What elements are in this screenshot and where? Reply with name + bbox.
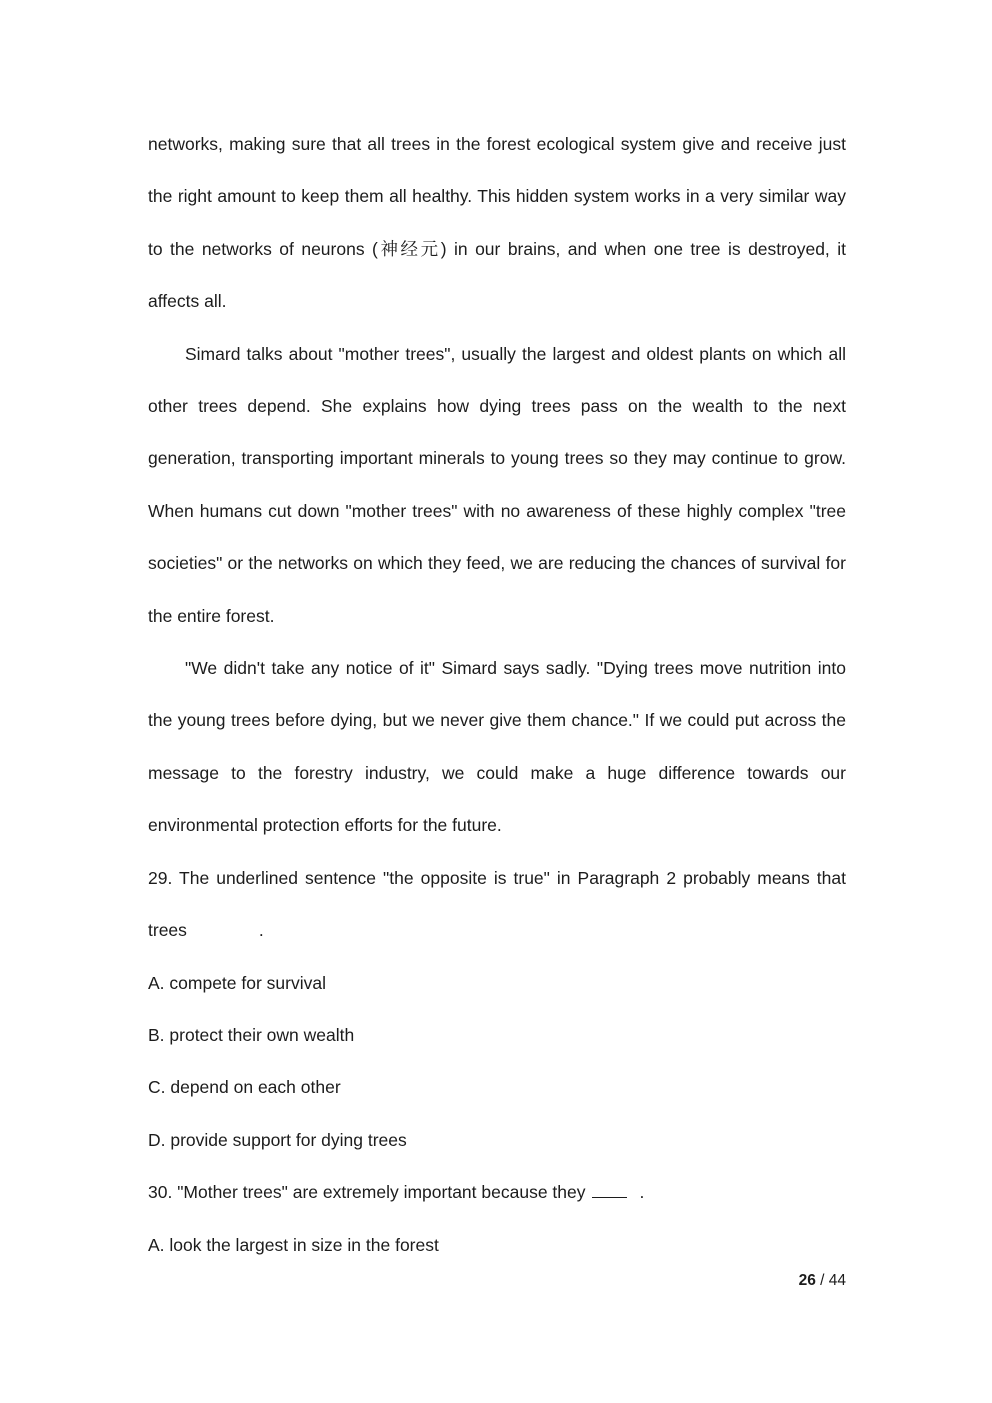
page-content bbox=[148, 118, 846, 1271]
question-30-option-a: A. look the largest in size in the forest bbox=[148, 1234, 439, 1255]
question-30-period: . bbox=[639, 1182, 645, 1203]
question-29-option-d: D. provide support for dying trees bbox=[148, 1129, 407, 1150]
question-29-stem: The underlined sentence "the opposite is true" in Paragraph 2 probably means that trees bbox=[148, 867, 846, 941]
question-29 bbox=[148, 852, 846, 957]
page-number bbox=[799, 1271, 846, 1291]
question-29-option-c: C. depend on each other bbox=[148, 1077, 341, 1098]
question-29-option-b: B. protect their own wealth bbox=[148, 1024, 355, 1045]
question-29-number: 29. bbox=[148, 867, 173, 888]
page-number-current: 26 bbox=[798, 1272, 816, 1289]
question-29-option-a: A. compete for survival bbox=[148, 972, 326, 993]
question-30-answer-blank bbox=[592, 1181, 627, 1199]
question-30-number: 30. bbox=[148, 1182, 173, 1203]
passage-paragraph-3: "We didn't take any notice of it" Simard says sadly. "Dying trees move nutrition into the young trees before dying, but we never give them chance." If we could put across the message to the forestry industry, we could make a huge difference towards our environmental protection efforts for the future. bbox=[148, 658, 846, 836]
passage-paragraph-1: networks, making sure that all trees in the forest ecological system give and receive just the right amount to keep them all healthy. This hidden system works in a very similar way to the networks of neurons (神经元) in our brains, and when one tree is destroyed, it affects all. bbox=[148, 134, 846, 312]
page-number-total: / 44 bbox=[815, 1272, 846, 1289]
question-30-stem: "Mother trees" are extremely important because they bbox=[172, 1182, 586, 1203]
question-29-period: . bbox=[258, 920, 264, 941]
question-30 bbox=[148, 1166, 846, 1218]
passage-paragraph-2: Simard talks about "mother trees", usually the largest and oldest plants on which all other trees depend. She explains how dying trees pass on the wealth to the next generation, transporting important minerals to young trees so they may continue to grow. When humans cut down "mother trees" with no awareness of these highly complex "tree societies" or the networks on which they feed, we are reducing the chances of survival for the entire forest. bbox=[148, 343, 846, 626]
